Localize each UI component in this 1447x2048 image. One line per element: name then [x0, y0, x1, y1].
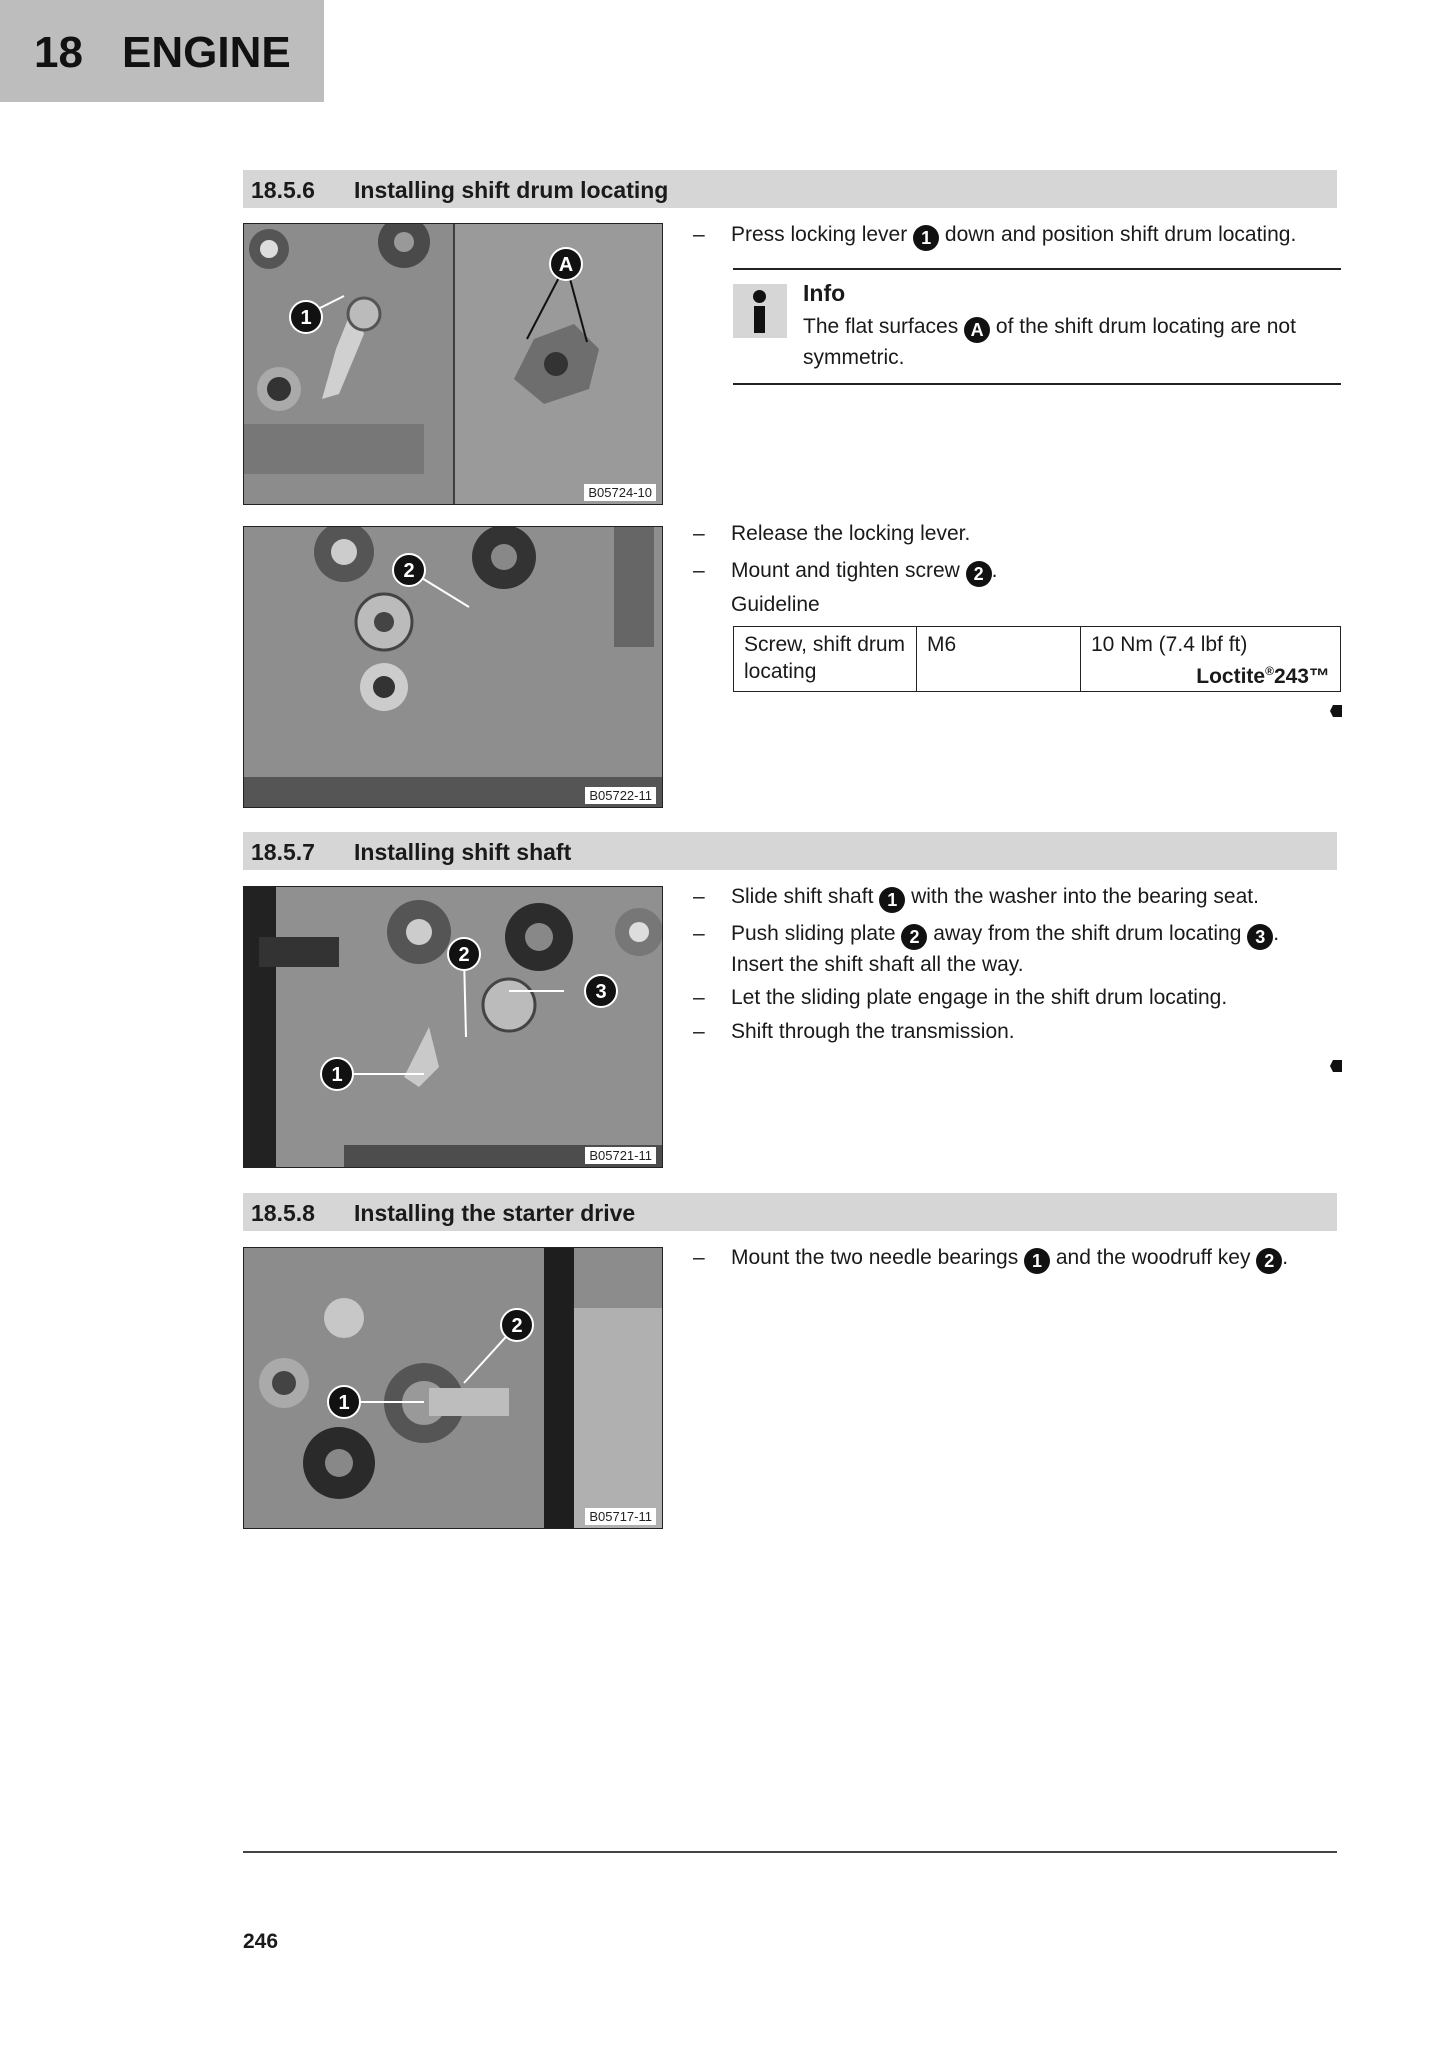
info-heading: Info — [803, 280, 846, 306]
section-number: 18.5.6 — [251, 177, 315, 203]
section-end-marker — [1330, 705, 1342, 717]
page-number: 246 — [243, 1930, 279, 1953]
bullet-dash: – — [693, 522, 705, 545]
info-bottom-rule — [733, 383, 1341, 385]
image-code: B05721-11 — [585, 1147, 656, 1164]
engine-photo-illustration — [244, 887, 663, 1168]
section-number: 18.5.8 — [251, 1200, 315, 1226]
section-title: Installing shift shaft — [354, 839, 572, 865]
callout-1: 1 — [338, 1392, 350, 1414]
badge-1: 1 — [1024, 1248, 1050, 1274]
bullet-dash: – — [693, 1246, 705, 1269]
image-code: B05722-11 — [585, 787, 656, 804]
guideline-torque-cell — [1081, 627, 1340, 691]
step-text: Shift through the transmission. — [731, 1020, 1015, 1043]
info-text: The flat surfaces A of the shift drum locating are not symmetric. — [803, 315, 1296, 369]
section-header-18-5-7 — [243, 832, 1337, 870]
step-text: Mount and tighten screw 2 . — [731, 556, 1331, 587]
step-text: Let the sliding plate engage in the shift drum locating. — [731, 986, 1228, 1009]
bullet-dash: – — [693, 1020, 705, 1043]
badge-1: 1 — [913, 225, 939, 251]
callout-2: 2 — [403, 560, 415, 582]
section-title: Installing shift drum locating — [354, 177, 669, 203]
badge-1: 1 — [879, 887, 905, 913]
bullet-dash: – — [693, 885, 705, 908]
bullet-dash: – — [693, 559, 705, 582]
callout-2: 2 — [458, 944, 470, 966]
section-header-18-5-6 — [243, 170, 1337, 208]
engine-photo-illustration — [244, 527, 663, 808]
badge-3: 3 — [1247, 924, 1273, 950]
step-text: Release the locking lever. — [731, 522, 971, 545]
info-icon — [733, 284, 787, 338]
badge-a: A — [964, 317, 990, 343]
photo-b05721 — [243, 886, 663, 1168]
step-text: Push sliding plate 2 away from the shift drum locating 3 . Insert the shift shaft all the way. — [731, 922, 1280, 976]
step-text: Press locking lever 1 down and position shift drum locating. — [731, 220, 1331, 251]
bullet-dash: – — [693, 223, 705, 246]
image-code: B05717-11 — [585, 1508, 656, 1525]
step-text: Slide shift shaft 1 with the washer into the bearing seat. — [731, 882, 1331, 913]
chapter-tab — [0, 0, 324, 102]
step-continuation: Insert the shift shaft all the way. — [731, 953, 1024, 976]
badge-2: 2 — [966, 561, 992, 587]
section-number: 18.5.7 — [251, 839, 315, 865]
guideline-item: Screw, shift drum locating — [734, 627, 917, 691]
photo-b05717 — [243, 1247, 663, 1529]
callout-3: 3 — [595, 981, 607, 1003]
section-end-marker — [1330, 1060, 1342, 1072]
guideline-torque: 10 Nm (7.4 lbf ft) — [1091, 633, 1248, 656]
guideline-table — [733, 626, 1341, 692]
footer-rule — [243, 1851, 1337, 1853]
guideline-thread: M6 — [917, 627, 1081, 691]
guideline-label: Guideline — [731, 593, 820, 616]
callout-1: 1 — [331, 1064, 343, 1086]
step-text: Mount the two needle bearings 1 and the woodruff key 2 . — [731, 1243, 1331, 1274]
section-header-18-5-8 — [243, 1193, 1337, 1231]
engine-photo-illustration — [244, 1248, 663, 1529]
callout-2: 2 — [511, 1315, 523, 1337]
badge-2: 2 — [1256, 1248, 1282, 1274]
photo-b05724 — [243, 223, 663, 505]
info-top-rule — [733, 268, 1341, 270]
badge-2: 2 — [901, 924, 927, 950]
bullet-dash: – — [693, 986, 705, 1009]
engine-photo-illustration — [244, 224, 663, 505]
photo-b05722 — [243, 526, 663, 808]
callout-a: A — [558, 254, 574, 276]
image-code: B05724-10 — [584, 484, 656, 501]
callout-1: 1 — [300, 307, 312, 329]
chapter-title: ENGINE — [122, 28, 291, 77]
bullet-dash: – — [693, 922, 705, 945]
guideline-compound: Loctite®243™ — [1196, 664, 1330, 688]
section-title: Installing the starter drive — [354, 1200, 636, 1226]
chapter-number: 18 — [34, 28, 83, 77]
